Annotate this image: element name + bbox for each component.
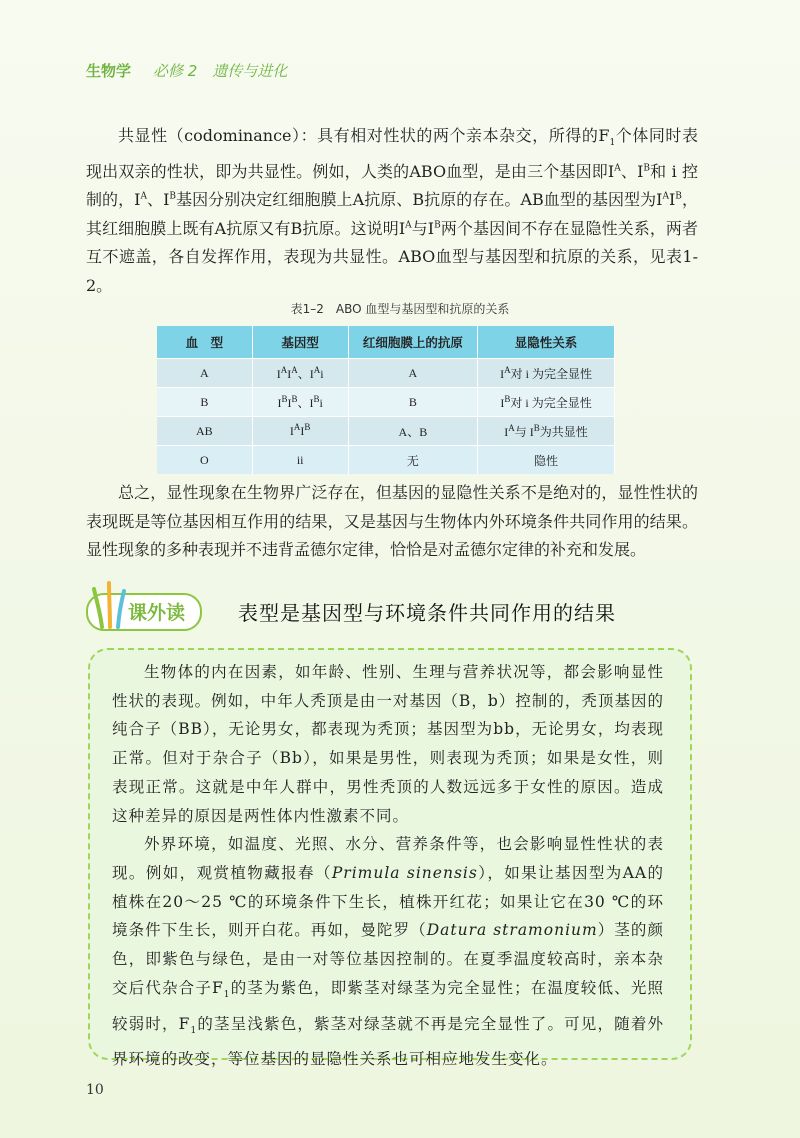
running-header [86, 60, 287, 81]
header-subject: 生物学 [86, 62, 132, 80]
relation-cell: $I^B$对 i 为完全显性 [478, 388, 615, 417]
blood-type-cell: A [157, 359, 252, 388]
relation-cell: 隐性 [478, 446, 615, 475]
superscript: B [169, 191, 177, 202]
reading-title: 表型是基因型与环境条件共同作用的结果 [238, 601, 616, 625]
header-cell: 基因型 [252, 326, 348, 359]
text-run: 两个基因间不存在显隐性关系，两者互不遮盖，各自发挥作用，表现为共显性。ABO血型与基因型和抗原的关系，见表1-2。 [86, 218, 698, 295]
pencil-icon [92, 581, 126, 629]
codominance-paragraph [86, 122, 698, 300]
table-row [157, 388, 615, 417]
table-row [157, 446, 615, 475]
text-run: 和 i 控制的，I [86, 161, 698, 210]
table-header-row [157, 326, 615, 359]
genotype-cell: $I^AI^A$、$I^Ai$ [252, 359, 348, 388]
relation-cell: $I^A$对 i 为完全显性 [478, 359, 615, 388]
header-cell: 红细胞膜上的抗原 [348, 326, 477, 359]
abo-table [157, 326, 615, 474]
superscript: B [675, 191, 682, 202]
text-run: 的茎呈浅紫色，紫茎对绿茎就不再是完全显性了。可见，随着外界环境的改变，等位基因的显隐性关系也可相应地发生变化。 [112, 1014, 664, 1069]
reading-content [112, 658, 664, 1074]
superscript: A [662, 191, 669, 202]
antigen-cell: A [348, 359, 477, 388]
text-run: I [668, 190, 676, 210]
reading-paragraph-2 [112, 830, 664, 1074]
text-run: 共显性（codominance）：具有相对性状的两个亲本杂交，所得的F [118, 126, 610, 145]
antigen-cell: B [348, 388, 477, 417]
blood-type-cell: B [157, 388, 252, 417]
blood-type-cell: AB [157, 417, 252, 446]
badge-label: 课外读 [128, 602, 186, 624]
table-caption: 表1–2 ABO 血型与基因型和抗原的关系 [290, 302, 510, 316]
blood-type-cell: O [157, 446, 252, 475]
table-row [157, 417, 615, 446]
header-book: 必修 2 遗传与进化 [153, 62, 288, 80]
relation-cell: $I^A$与 $I^B$为共显性 [478, 417, 615, 446]
subscript: 1 [190, 1025, 198, 1036]
text-run: 外界环境，如温度、光照、水分、营养条件等，也会影响显性性状的表现。例如，观赏植物藏报春（ [112, 835, 664, 882]
subscript: 1 [609, 138, 616, 149]
text-run: 与I [411, 218, 435, 238]
table-row [157, 359, 615, 388]
reading-paragraph-1: 生物体的内在因素，如年龄、性别、生理与营养状况等，都会影响显性性状的表现。例如，中年人秃顶是由一对基因（B，b）控制的，秃顶基因的纯合子（BB），无论男女，都表现为秃顶；基因型为bb，无论男女，均表现正常。但对于杂合子（Bb），如果是男性，则表现为秃顶；如果是女性，则表现正常。这就是中年人群中，男性秃顶的人数远远多于女性的原因。造成这种差异的原因是两性体内性激素不同。 [112, 663, 664, 825]
species-name: Primula sinensis [331, 863, 478, 882]
antigen-cell: A、B [348, 417, 477, 446]
header-cell: 血 型 [157, 326, 252, 359]
text-run: ，其红细胞膜上既有A抗原又有B抗原。这说明I [86, 190, 698, 238]
extra-reading-badge [86, 593, 202, 631]
text-run: 、I [146, 190, 170, 210]
genotype-cell: $I^AI^B$ [252, 417, 348, 446]
text-run: 的茎为紫色，即紫茎对绿茎为完全显性；在温度较低、光照较弱时，F [112, 978, 664, 1033]
page-number: 10 [86, 1082, 104, 1098]
text-run: ）茎的颜色，即紫色与绿色，是由一对等位基因控制的。在夏季温度较高时，亲本杂交后代杂合子F [112, 921, 664, 997]
superscript: A [405, 220, 412, 231]
text-run: 基因分别决定红细胞膜上A抗原、B抗原的存在。AB血型的基因型为I [176, 190, 663, 210]
genotype-cell: ii [252, 446, 348, 475]
text-run: 、I [620, 161, 644, 181]
superscript: B [643, 163, 651, 174]
superscript: B [434, 220, 441, 231]
species-name: Datura stramonium [426, 921, 598, 940]
text-run: 个体同时表现出双亲的性状，即为共显性。例如，人类的ABO血型，是由三个基因即I [86, 126, 698, 181]
genotype-cell: $I^BI^B$、$I^Bi$ [252, 388, 348, 417]
antigen-cell: 无 [348, 446, 477, 475]
superscript: A [614, 163, 621, 174]
header-cell: 显隐性关系 [478, 326, 615, 359]
summary-paragraph: 总之，显性现象在生物界广泛存在，但基因的显隐性关系不是绝对的，显性性状的表现既是等位基因相互作用的结果，又是基因与生物体内外环境条件共同作用的结果。显性现象的多种表现并不违背孟德尔定律，恰恰是对孟德尔定律的补充和发展。 [86, 483, 698, 559]
text-run: ），如果让基因型为AA的植株在20～25 ℃的环境条件下生长，植株开红花；如果让它在30 ℃的环境条件下生长，则开白花。再如，曼陀罗（ [112, 863, 664, 940]
superscript: A [140, 191, 147, 202]
subscript: 1 [223, 989, 231, 1000]
